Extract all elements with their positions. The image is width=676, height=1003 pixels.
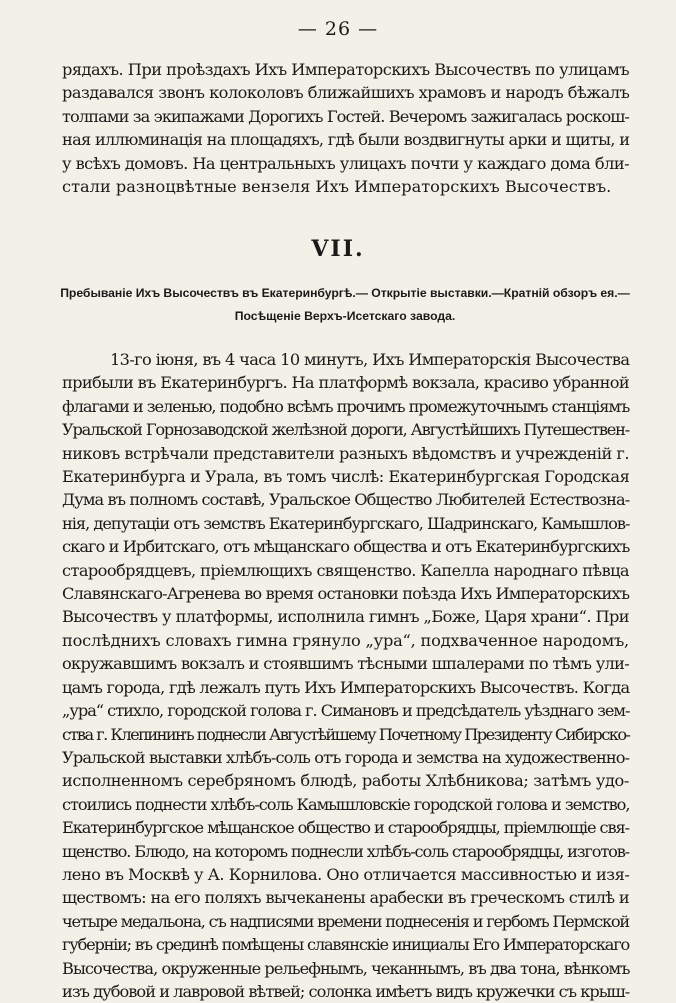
text-line: послѣднихъ словахъ гимна грянуло „ура“, подхваченное народомъ, xyxy=(62,630,629,650)
text-line: Дума въ полномъ составѣ, Уральское Общество Любителей Естествозна- xyxy=(62,490,630,510)
paragraph-2 xyxy=(62,348,629,1003)
text-line: Уральской выставки хлѣбъ-соль отъ города и земства на художественно- xyxy=(62,747,630,767)
text-line: толпами за экипажами Дорогихъ Гостей. Вечеромъ зажигалась роскош- xyxy=(62,106,629,126)
chapter-heading: VII. xyxy=(311,236,365,262)
text-line: лено въ Москвѣ у А. Корнилова. Оно отличается массивностью и изя- xyxy=(62,864,630,884)
text-line: ная иллюминація на площадяхъ, гдѣ были воздвигнуты арки и щиты, и xyxy=(62,130,630,150)
text-line: стоились поднести хлѣбъ-соль Камышловскіе городской голова и земство, xyxy=(62,794,630,814)
text-line: исполненномъ серебряномъ блюдѣ, работы Хлѣбникова; затѣмъ удо- xyxy=(62,771,629,791)
paragraph-1 xyxy=(62,58,629,198)
text-line: скаго и Ирбитскаго, отъ мѣщанскаго общества и отъ Екатеринбургскихъ xyxy=(62,537,630,557)
text-line: флагами и зеленью, подобно всѣмъ прочимъ промежуточнымъ станціямъ xyxy=(62,396,630,416)
text-line: Высочествъ у платформы, исполнила гимнъ „Боже, Царя храни“. При xyxy=(62,607,629,627)
text-line: никовъ встрѣчали представители разныхъ вѣдомствъ и учрежденій г. xyxy=(62,443,629,463)
text-line: Высочества, окруженные рельефнымъ, чеканнымъ, въ два тона, вѣнкомъ xyxy=(62,958,630,978)
text-line: у всѣхъ домовъ. На центральныхъ улицахъ почти у каждаго дома бли- xyxy=(62,153,630,173)
text-line: нія, депутаціи отъ земствъ Екатеринбургскаго, Шадринскаго, Камышлов- xyxy=(62,513,630,533)
chapter-summary xyxy=(60,282,630,328)
text-line: изъ дубовой и лавровой вѣтвей; солонка имѣетъ видъ кружечки съ крыш- xyxy=(62,981,630,1001)
text-line: прибыли въ Екатеринбургъ. На платформѣ вокзала, красиво убранной xyxy=(62,373,630,393)
text-line: Екатеринбурга и Урала, въ томъ числѣ: Екатеринбургская Городская xyxy=(62,467,630,487)
page-number: — 26 — xyxy=(297,18,379,40)
text-line: цамъ города, гдѣ лежалъ путь Ихъ Императорскихъ Высочествъ. Когда xyxy=(62,677,630,697)
text-line: окружавшимъ вокзалъ и стоявшимъ тѣсными шпалерами по тѣмъ ули- xyxy=(62,654,629,674)
text-line: Екатеринбургское мѣщанское общество и старообрядцы, пріемлющіе свя- xyxy=(62,818,629,838)
text-line: четыре медальона, съ надписями времени поднесенія и гербомъ Пермской xyxy=(62,911,629,931)
text-line: „ура“ стихло, городской голова г. Симановъ и предсѣдатель уѣзднаго зем- xyxy=(62,701,630,721)
summary-line: Посѣщеніе Верхъ-Исетскаго завода. xyxy=(234,309,456,323)
text-line: 13-го іюня, въ 4 часа 10 минутъ, Ихъ Императорскія Высочества xyxy=(110,350,630,369)
text-line: раздавался звонъ колоколовъ ближайшихъ храмовъ и народъ бѣжалъ xyxy=(62,83,630,103)
text-line: старообрядцевъ, пріемлющихъ священство. Капелла народнаго пѣвца xyxy=(62,560,629,580)
text-line: ства г. Клепининъ поднесли Августѣйшему Почетному Президенту Сибирско- xyxy=(62,724,630,744)
text-line: губерніи; въ срединѣ помѣщены славянскіе инициалы Его Императорскаго xyxy=(62,935,629,955)
text-line: Уральской Горнозаводской желѣзной дороги, Августѣйшихъ Путешествен- xyxy=(62,420,629,440)
text-line: стали разноцвѣтные вензеля Ихъ Императорскихъ Высочествъ. xyxy=(62,177,612,197)
text-line: Славянскаго-Агренева во время остановки поѣзда Ихъ Императорскихъ xyxy=(62,584,630,604)
summary-line: Пребываніе Ихъ Высочествъ въ Екатеринбургѣ.— Открытіе выставки.—Кратній обзоръ ея.— xyxy=(60,286,630,300)
text-line: рядахъ. При проѣздахъ Ихъ Императорскихъ Высочествъ по улицамъ xyxy=(62,60,630,79)
text-line: щенство. Блюдо, на которомъ поднесли хлѣбъ-соль старообрядцы, изготов- xyxy=(62,841,629,861)
text-line: ществомъ: на его поляхъ вычеканены арабески въ греческомъ стилѣ и xyxy=(62,888,629,908)
